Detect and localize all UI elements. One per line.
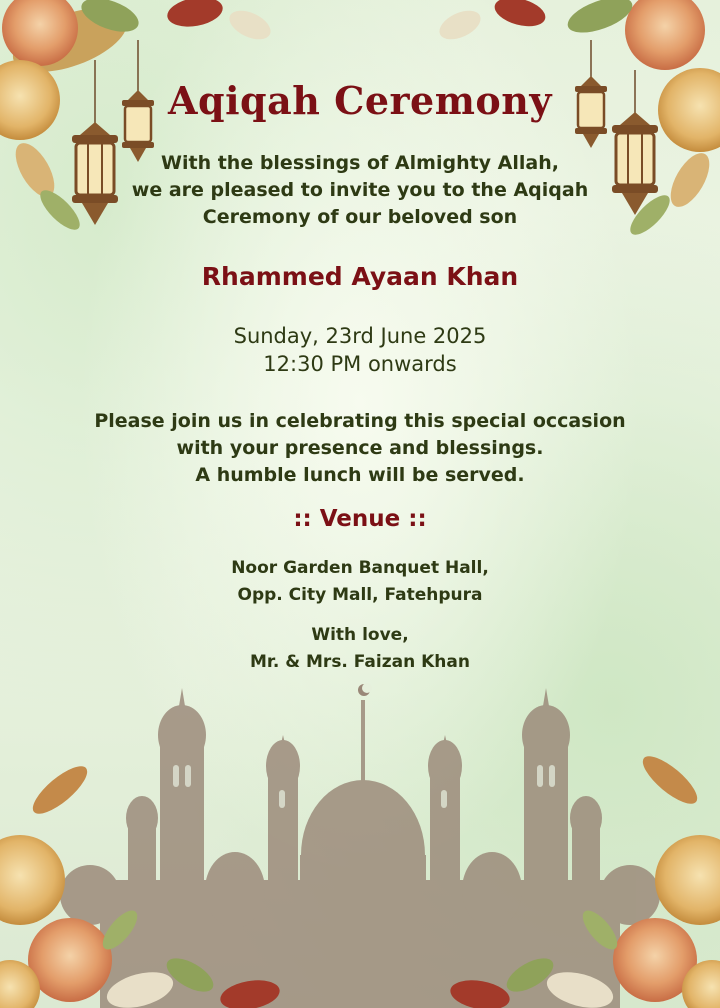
invitation-line: we are pleased to invite you to the Aqiqah	[131, 179, 589, 201]
message-line: A humble lunch will be served.	[195, 464, 525, 486]
invitation-line: Ceremony of our beloved son	[202, 206, 518, 228]
event-datetime	[0, 322, 720, 378]
venue-heading: :: Venue ::	[293, 506, 427, 532]
invitation-message	[0, 408, 720, 489]
closing-line: With love,	[311, 625, 409, 645]
invitation-text	[0, 150, 720, 231]
closing	[0, 622, 720, 676]
message-line: Please join us in celebrating this special occasion	[94, 410, 626, 432]
message-line: with your presence and blessings.	[176, 437, 544, 459]
venue-line: Noor Garden Banquet Hall,	[231, 558, 489, 578]
event-time: 12:30 PM onwards	[263, 352, 457, 376]
venue-address	[0, 555, 720, 609]
invitation-line: With the blessings of Almighty Allah,	[161, 152, 559, 174]
child-name: Rhammed Ayaan Khan	[201, 262, 519, 291]
event-date: Sunday, 23rd June 2025	[233, 324, 487, 348]
ceremony-title: Aqiqah Ceremony	[168, 78, 552, 123]
venue-line: Opp. City Mall, Fatehpura	[237, 585, 483, 605]
hosts: Mr. & Mrs. Faizan Khan	[250, 652, 470, 672]
